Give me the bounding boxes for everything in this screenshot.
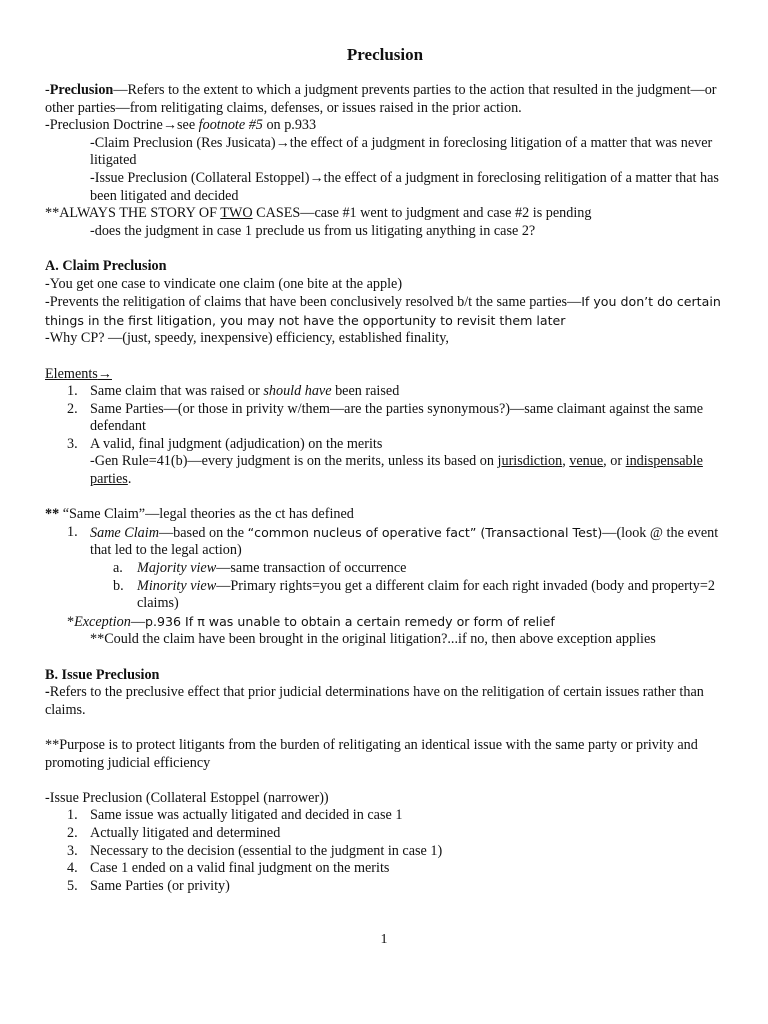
list-item: 2. Same Parties—(or those in privity w/them—are the parties synonymous?)—same claimant against the same defendant <box>67 400 704 435</box>
claim-preclusion-heading: A. Claim Preclusion <box>45 257 167 274</box>
two-cases-question: -does the judgment in case 1 preclude us from us litigating anything in case 2? <box>90 222 536 239</box>
cp-line-3: -Why CP? —(just, speedy, inexpensive) efficiency, established finality, <box>45 330 449 347</box>
two-cases-note: **ALWAYS THE STORY OF TWO CASES—case #1 went to judgment and case #2 is pending <box>45 205 592 222</box>
cp-line-2: -Prevents the relitigation of claims that have been conclusively resolved b/t the same parties—If you don’t do certain things in the first litigation, you may not have the opportunity to revisit them later <box>45 294 721 328</box>
ip-purpose: **Purpose is to protect litigants from the burden of relitigating an identical issue with the same party or privity and promoting judicial efficiency <box>45 736 698 771</box>
preclusion-definition: -Preclusion—Refers to the extent to which a judgment prevents parties to the action that resulted in the judgment—or other parties—from relitigating claims, defenses, or issues raised in the prior action. <box>45 82 717 116</box>
claim-preclusion-def: -Claim Preclusion (Res Jusicata)→the effect of a judgment in foreclosing litigation of a matter that was never litigated <box>90 134 713 169</box>
list-item: 5. Same Parties (or privity) <box>67 877 230 894</box>
cp-line-1: -You get one case to vindicate one claim (one bite at the apple) <box>45 275 403 292</box>
exception-question: **Could the claim have been brought in the original litigation?...if no, then above exception applies <box>90 631 656 648</box>
list-item: 3. A valid, final judgment (adjudication) on the merits <box>67 435 383 452</box>
list-item: a. Majority view—same transaction of occurrence <box>113 560 407 577</box>
preclusion-doctrine: -Preclusion Doctrine→see footnote #5 on p.933 <box>45 117 317 134</box>
list-item: 4. Case 1 ended on a valid final judgment on the merits <box>67 860 390 877</box>
page-title: Preclusion <box>346 45 424 64</box>
elements-list <box>45 383 725 489</box>
ip-elements-list <box>45 807 725 895</box>
ip-line-1: -Refers to the preclusive effect that prior judicial determinations have on the relitigation of certain issues rather than claims. <box>45 684 704 718</box>
list-item: b. Minority view—Primary rights=you get a different claim for each right invaded (body and property=2 claims) <box>113 577 715 612</box>
exception-note: *Exception—p.936 If π was unable to obtain a certain remedy or form of relief <box>67 613 555 630</box>
issue-preclusion-heading: B. Issue Preclusion <box>45 666 160 683</box>
list-item: 1. Same claim that was raised or should have been raised <box>67 383 400 400</box>
same-claim-heading: ** “Same Claim”—legal theories as the ct has defined <box>45 506 354 523</box>
gen-rule: -Gen Rule=41(b)—every judgment is on the merits, unless its based on jurisdiction, venue, or indispensable parties. <box>90 453 703 488</box>
ip-list-heading: -Issue Preclusion (Collateral Estoppel (narrower)) <box>45 789 329 806</box>
list-item: 3. Necessary to the decision (essential to the judgment in case 1) <box>67 842 443 859</box>
elements-label: Elements→ <box>45 365 112 382</box>
document-page <box>45 44 725 895</box>
page-number: 1 <box>380 932 388 947</box>
list-item: 2. Actually litigated and determined <box>67 824 281 841</box>
list-item: 1. Same Claim—based on the “common nucleus of operative fact” (Transactional Test)—(look @ the event that led to the legal action) <box>67 523 719 559</box>
list-item: 1. Same issue was actually litigated and decided in case 1 <box>67 807 403 824</box>
issue-preclusion-def: -Issue Preclusion (Collateral Estoppel)→the effect of a judgment in foreclosing relitigation of a matter that has been litigated and decided <box>90 169 719 204</box>
